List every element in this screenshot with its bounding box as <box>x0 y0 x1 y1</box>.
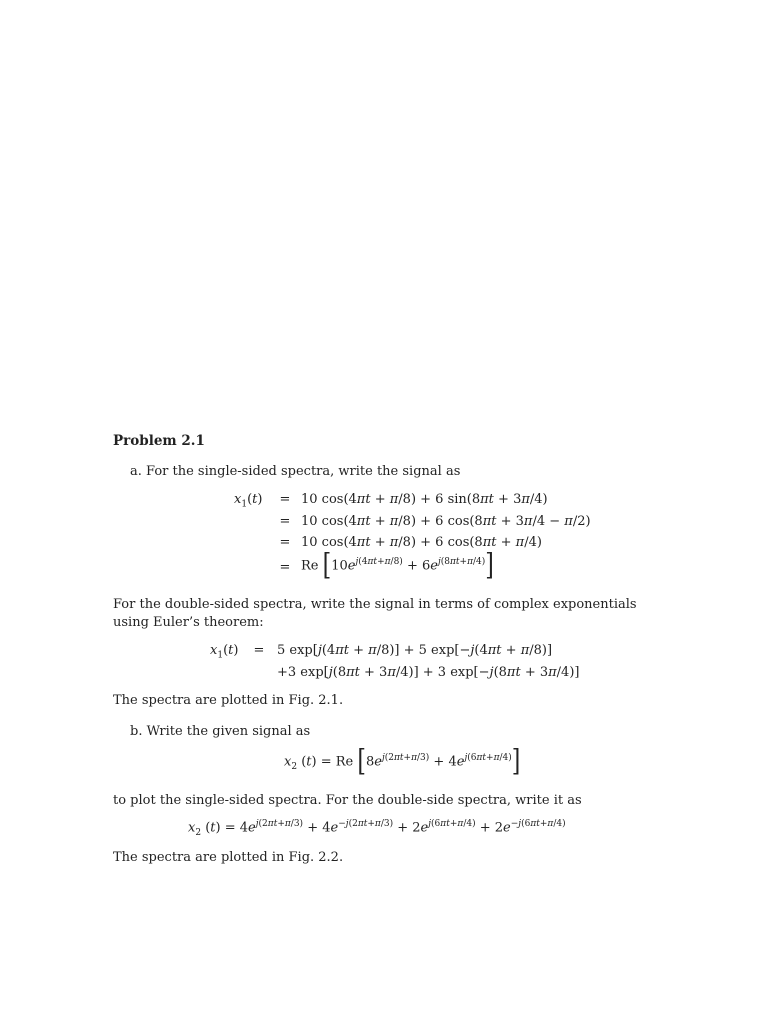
eq1-line-1: 10 cos(4πt + π/8) + 6 sin(8πt + 3π/4) <box>301 492 548 507</box>
eq1-rel-4: = <box>279 560 291 575</box>
plotted-fig-2-2: The spectra are plotted in Fig. 2.2. <box>113 850 344 865</box>
eq2-lhs: $x_1(t)$ <box>210 643 239 661</box>
eq3: $x_2$ (t) = Re $[8e^{j(2\pi t+\pi/3)} + 4e^{j(6\pi t+\pi/4)}]$ <box>284 744 521 779</box>
re-operator: Re <box>301 558 319 574</box>
eq1-rel-1: = <box>279 492 291 507</box>
eq1-line-4: Re $[10e^{j(4\pi t+\pi/8)} + 6e^{j(8\pi t+\pi/4)}]$ <box>301 548 494 583</box>
plotted-fig-2-1: The spectra are plotted in Fig. 2.1. <box>113 693 344 708</box>
eq1-line-3: 10 cos(4πt + π/8) + 6 cos(8πt + π/4) <box>301 535 542 550</box>
eq2-rel: = <box>253 643 265 658</box>
part-b-mid-text: to plot the single-sided spectra. For the double-side spectra, write it as <box>113 793 582 808</box>
eq2-line-1: 5 exp[j(4πt + π/8)] + 5 exp[−j(4πt + π/8)] <box>277 643 553 658</box>
eq2-line-2: +3 exp[j(8πt + 3π/4)] + 3 exp[−j(8πt + 3π/4)] <box>277 665 580 680</box>
part-b-intro: b. Write the given signal as <box>130 724 311 739</box>
double-sided-intro: For the double-sided spectra, write the signal in terms of complex exponentials using Euler’s theorem: <box>113 597 637 630</box>
eq1-line-2: 10 cos(4πt + π/8) + 6 cos(8πt + 3π/4 − π/2) <box>301 514 591 529</box>
eq4: $x_2$ $(t) = 4e^{j(2\pi t+\pi/3)} + 4e^{-j(2\pi t+\pi/3)} + 2e^{j(6\pi t+\pi/4)} + 2e^{-j(6\pi t+\pi/4)}$ <box>188 819 566 838</box>
eq1-lhs: $x_1(t)$ <box>234 492 263 510</box>
problem-heading: Problem 2.1 <box>113 433 205 449</box>
eq1-rel-3: = <box>279 535 291 550</box>
eq1-rel-2: = <box>279 514 291 529</box>
part-a-intro: a. For the single-sided spectra, write the signal as <box>130 464 461 479</box>
